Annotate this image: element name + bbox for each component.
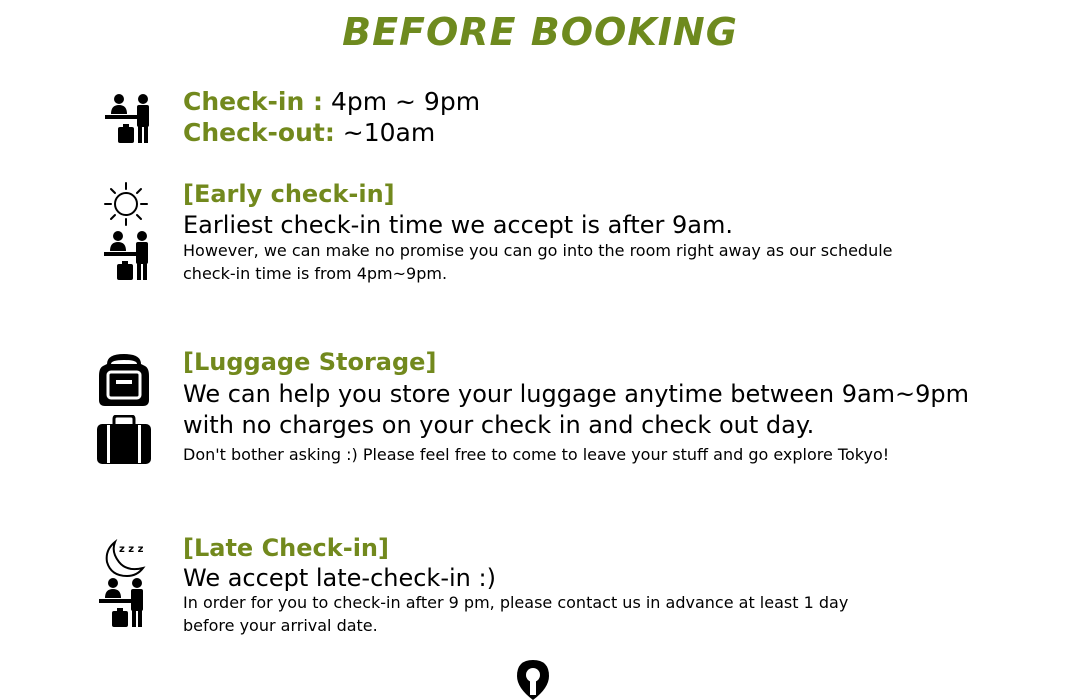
moon-sleep-icon [103,538,151,578]
checkin-value: 4pm ~ 9pm [323,87,481,116]
checkout-value: ~10am [334,118,436,147]
backpack-icon [97,352,151,408]
late-checkin-section [183,533,1063,637]
luggage-main-1: We can help you store your luggage anytime between 9am~9pm [183,380,970,408]
luggage-main-2: with no charges on your check in and check out day. [183,411,815,439]
late-checkin-note-1: In order for you to check-in after 9 pm, please contact us in advance at least 1 day [183,593,849,612]
sun-icon [103,181,149,227]
early-checkin-main: Earliest check-in time we accept is after 9am. [183,211,734,239]
checkin-row [183,86,1063,117]
checkin-times [183,86,1063,148]
zzz-label: z z z [119,544,144,555]
page-title: BEFORE BOOKING [342,10,738,54]
early-checkin-section [183,179,1063,285]
reception-desk-icon [97,577,147,629]
late-checkin-note-2: before your arrival date. [183,616,378,635]
reception-desk-icon [103,93,153,145]
early-checkin-note-1: However, we can make no promise you can go into the room right away as our schedule [183,241,893,260]
luggage-heading: [Luggage Storage] [183,348,437,376]
luggage-section [183,347,1063,466]
late-checkin-heading: [Late Check-in] [183,534,389,562]
checkout-row [183,117,1063,148]
early-checkin-heading: [Early check-in] [183,180,395,208]
checkin-label: Check-in : [183,87,323,116]
reception-desk-icon [102,230,152,282]
early-checkin-note-2: check-in time is from 4pm~9pm. [183,264,448,283]
late-checkin-main: We accept late-check-in :) [183,564,496,592]
luggage-note: Don't bother asking :) Please feel free to come to leave your stuff and go explore Tokyo! [183,445,890,464]
suitcase-icon [96,415,152,465]
checkout-label: Check-out: [183,118,335,147]
location-pin-logo-icon [515,658,551,700]
